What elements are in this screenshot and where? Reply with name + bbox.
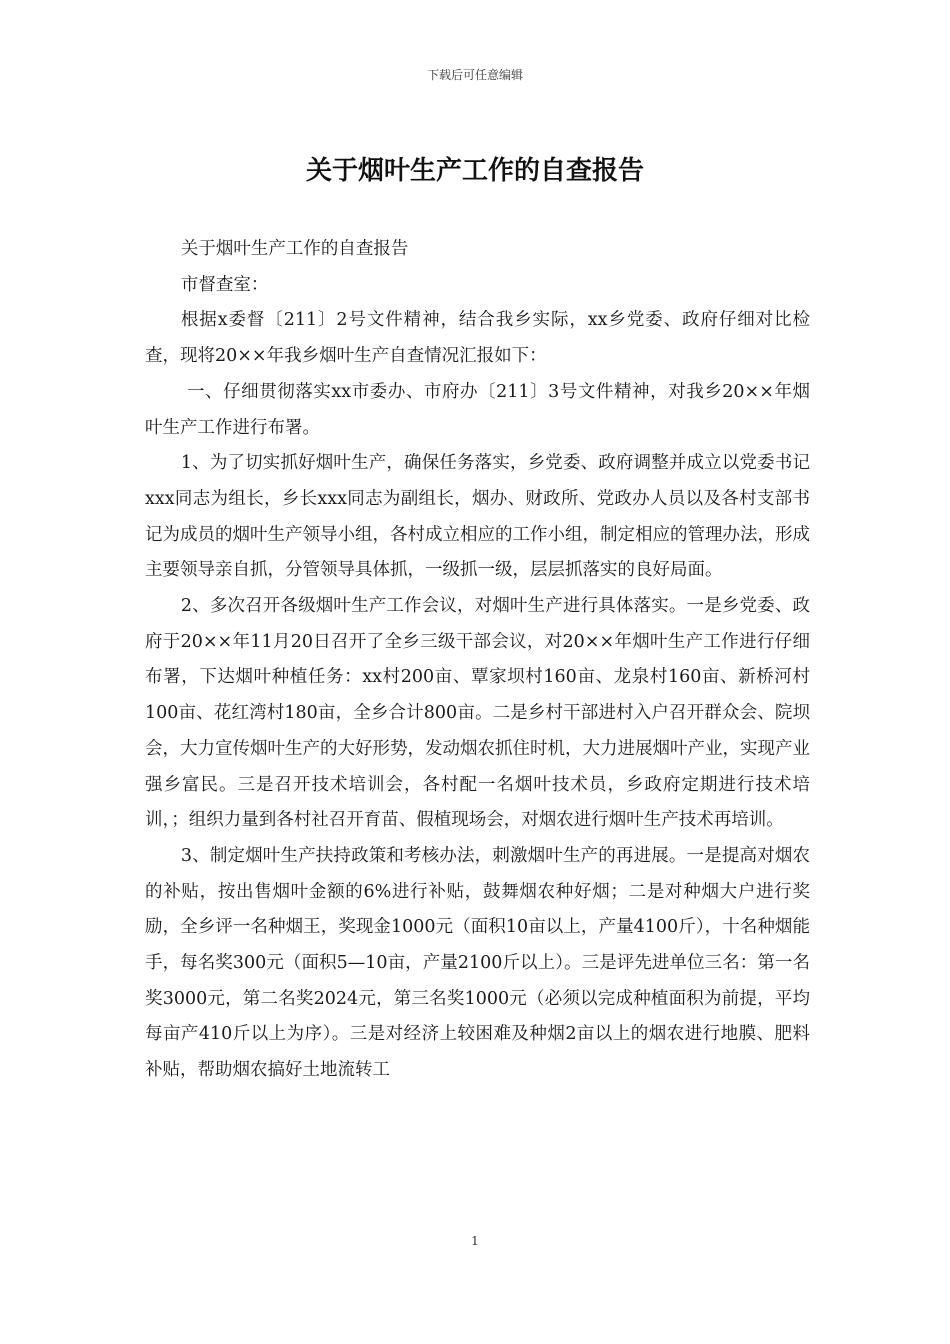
- paragraph-item-2: 2、多次召开各级烟叶生产工作会议，对烟叶生产进行具体落实。一是乡党委、政府于20××年11月20日召开了全乡三级干部会议，对20××年烟叶生产工作进行仔细布署，下达烟叶种植任务：xx村200亩、覃家坝村160亩、龙泉村160亩、新桥河村100亩、花红湾村180亩，全乡合计800亩。二是乡村干部进村入户召开群众会、院坝会，大力宣传烟叶生产的大好形势，发动烟农抓住时机，大力进展烟叶产业，实现产业强乡富民。三是召开技术培训会，各村配一名烟叶技术员，乡政府定期进行技术培训，；组织力量到各村社召开育苗、假植现场会，对烟农进行烟叶生产技术再培训。: [145, 596, 810, 831]
- document-title: 关于烟叶生产工作的自查报告: [305, 156, 644, 186]
- paragraph-item-1: 1、为了切实抓好烟叶生产，确保任务落实，乡党委、政府调整并成立以党委书记xxx同志为组长，乡长xxx同志为副组长，烟办、财政所、党政办人员以及各村支部书记为成员的烟叶生产领导小组，各村成立相应的工作小组，制定相应的管理办法，形成主要领导亲自抓，分管领导具体抓，一级抓一级，层层抓落实的良好局面。: [145, 453, 810, 581]
- paragraph-intro: 根据x委督〔211〕2号文件精神，结合我乡实际，xx乡党委、政府仔细对比检查，现将20××年我乡烟叶生产自查情况汇报如下：: [145, 310, 810, 367]
- paragraph-item-3: 3、制定烟叶生产扶持政策和考核办法，刺激烟叶生产的再进展。一是提高对烟农的补贴，按出售烟叶金额的6%进行补贴，鼓舞烟农种好烟；二是对种烟大户进行奖励，全乡评一名种烟王，奖现金1000元（面积10亩以上，产量4100斤），十名种烟能手，每名奖300元（面积5—10亩，产量2100斤以上）。三是评先进单位三名：第一名奖3000元，第二名奖2024元，第三名奖1000元（必须以完成种植面积为前提，平均每亩产410斤以上为序）。三是对经济上较困难及种烟2亩以上的烟农进行地膜、肥料补贴，帮助烟农搞好土地流转工: [145, 845, 810, 1081]
- paragraph-subtitle: 关于烟叶生产工作的自查报告: [180, 239, 409, 259]
- paragraph-section-1: 一、仔细贯彻落实xx市委办、市府办〔211〕3号文件精神，对我乡20××年烟叶生产工作进行布署。: [145, 381, 810, 438]
- page-number: 1: [471, 1234, 479, 1248]
- document-body: [145, 232, 810, 1089]
- header-note: 下载后可任意编辑: [426, 68, 523, 82]
- paragraph-salutation: 市督查室：: [180, 274, 269, 295]
